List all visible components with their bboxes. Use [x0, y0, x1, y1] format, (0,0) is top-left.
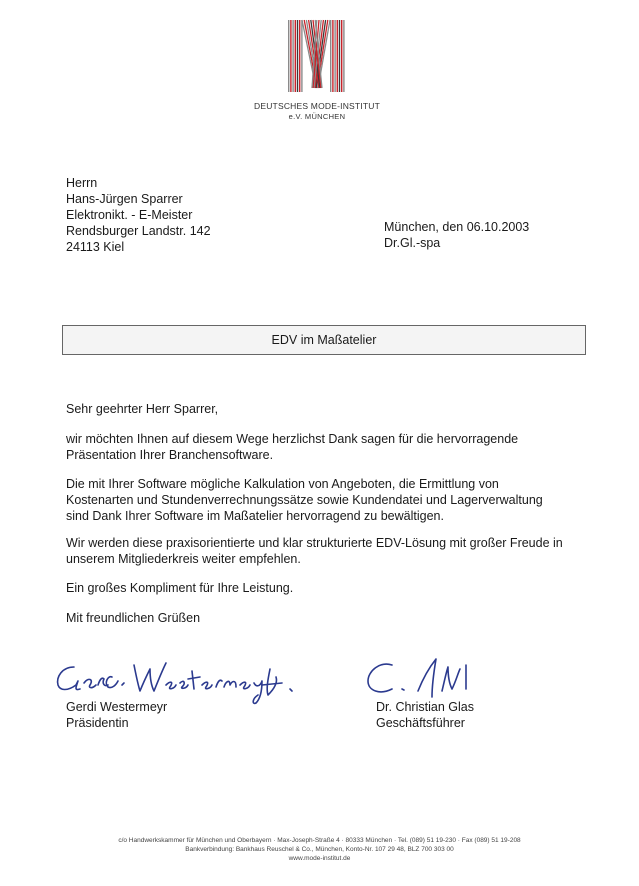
body-paragraph-1 — [66, 431, 566, 463]
address-line: Rendsburger Landstr. 142 — [66, 224, 211, 238]
closing-text: Mit freundlichen Grüßen — [66, 611, 201, 625]
address-line: Hans-Jürgen Sparrer — [66, 192, 183, 206]
recipient-address — [66, 175, 211, 255]
paragraph-text: Wir werden diese praxisorientierte und klar strukturierte EDV-Lösung mit großer Freude in unserem Mitgliederkreis weiter empfehlen. — [66, 536, 563, 566]
subject-text: EDV im Maßatelier — [271, 333, 377, 347]
footer-website: www.mode-institut.de — [288, 855, 351, 862]
signatory-2 — [376, 699, 474, 731]
footer-address: c/o Handwerkskammer für München und Oberbayern · Max-Joseph-Straße 4 · 80333 München · Tel. (089) 51 19-230 · Fax (089) 51 19-208 — [118, 837, 521, 844]
signature-glas — [362, 653, 502, 705]
body-paragraph-4 — [66, 580, 566, 596]
address-line: Elektronikt. - E-Meister — [66, 208, 193, 222]
signatory-name: Dr. Christian Glas — [376, 700, 474, 714]
signatory-title: Geschäftsführer — [376, 716, 465, 730]
footer-bank: Bankverbindung: Bankhaus Reuschel & Co., München, Konto-Nr. 107 29 48, BLZ 700 303 00 — [185, 846, 454, 853]
body-paragraph-3 — [66, 535, 566, 567]
footer — [0, 836, 639, 863]
org-name: DEUTSCHES MODE-INSTITUT — [254, 101, 380, 111]
signatory-name: Gerdi Westermeyr — [66, 700, 168, 714]
logo-m-mark — [286, 18, 348, 94]
salutation-text: Sehr geehrter Herr Sparrer, — [66, 402, 219, 416]
address-line: Herrn — [66, 176, 98, 190]
address-line: 24113 Kiel — [66, 240, 125, 254]
paragraph-text: Die mit Ihrer Software mögliche Kalkulation von Angeboten, die Ermittlung von Kostenarten und Stundenverrechnungssätze sowie Kundendatei und Lagerverwaltung sind Dank Ihrer Software im Maßatelier hervorragend zu bewältigen. — [66, 477, 543, 523]
paragraph-text: Ein großes Kompliment für Ihre Leistung. — [66, 581, 294, 595]
paragraph-text: wir möchten Ihnen auf diesem Wege herzlichst Dank sagen für die hervorragende Präsentation Ihrer Branchensoftware. — [66, 432, 519, 462]
body-paragraph-2 — [66, 476, 566, 524]
signatory-1 — [66, 699, 167, 731]
salutation — [66, 401, 566, 417]
letter-date: München, den 06.10.2003 — [384, 220, 530, 234]
org-subname: e.V. MÜNCHEN — [288, 112, 346, 121]
closing — [66, 610, 566, 626]
signatory-title: Präsidentin — [66, 716, 129, 730]
reference-code: Dr.Gl.-spa — [384, 236, 441, 250]
institute-logo — [286, 18, 348, 94]
date-reference — [384, 219, 529, 251]
subject-box — [62, 325, 586, 355]
